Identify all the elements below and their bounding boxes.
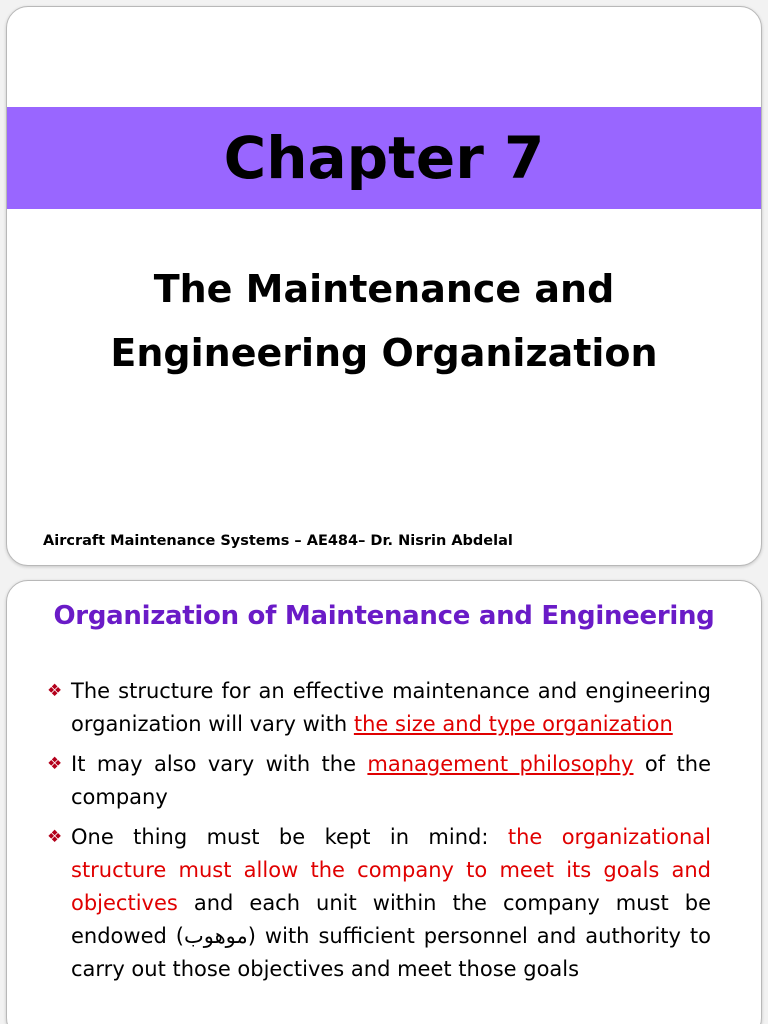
diamond-bullet-icon: ❖ xyxy=(47,827,63,847)
bullet-3-highlight: the organizational structure must allow the company to meet its goals and objectives xyxy=(71,825,711,915)
subtitle-line-2: Engineering Organization xyxy=(110,331,658,375)
bullet-item-3 xyxy=(47,821,711,986)
content-slide xyxy=(6,580,762,1024)
subtitle-line-1: The Maintenance and xyxy=(153,267,615,311)
chapter-title: Chapter 7 xyxy=(223,124,545,192)
bullet-2-highlight: management philosophy xyxy=(367,752,634,776)
diamond-bullet-icon: ❖ xyxy=(47,754,63,774)
bullet-list xyxy=(47,675,711,993)
bullet-item-1 xyxy=(47,675,711,741)
bullet-item-2 xyxy=(47,748,711,814)
bullet-1-highlight: the size and type organization xyxy=(353,712,673,736)
bullet-2-text: It may also vary with the xyxy=(71,752,368,776)
bullet-3-text: One thing must be kept in mind: xyxy=(71,825,508,849)
slide-subtitle xyxy=(7,257,761,385)
slide-heading: Organization of Maintenance and Engineering xyxy=(53,601,715,631)
bullet-1-text: The structure for an effective maintenance and engineering organization will vary with xyxy=(71,679,711,736)
title-slide xyxy=(6,6,762,566)
chapter-band xyxy=(7,107,761,209)
diamond-bullet-icon: ❖ xyxy=(47,681,63,701)
slide-footer: Aircraft Maintenance Systems – AE484– Dr. Nisrin Abdelal xyxy=(43,533,513,549)
bullet-2-text-end: of the company xyxy=(71,752,711,809)
bullet-3-text-end: and each unit within the company must be endowed (موهوب) with sufficient personnel and authority to carry out those objectives and meet those goals xyxy=(71,891,711,981)
